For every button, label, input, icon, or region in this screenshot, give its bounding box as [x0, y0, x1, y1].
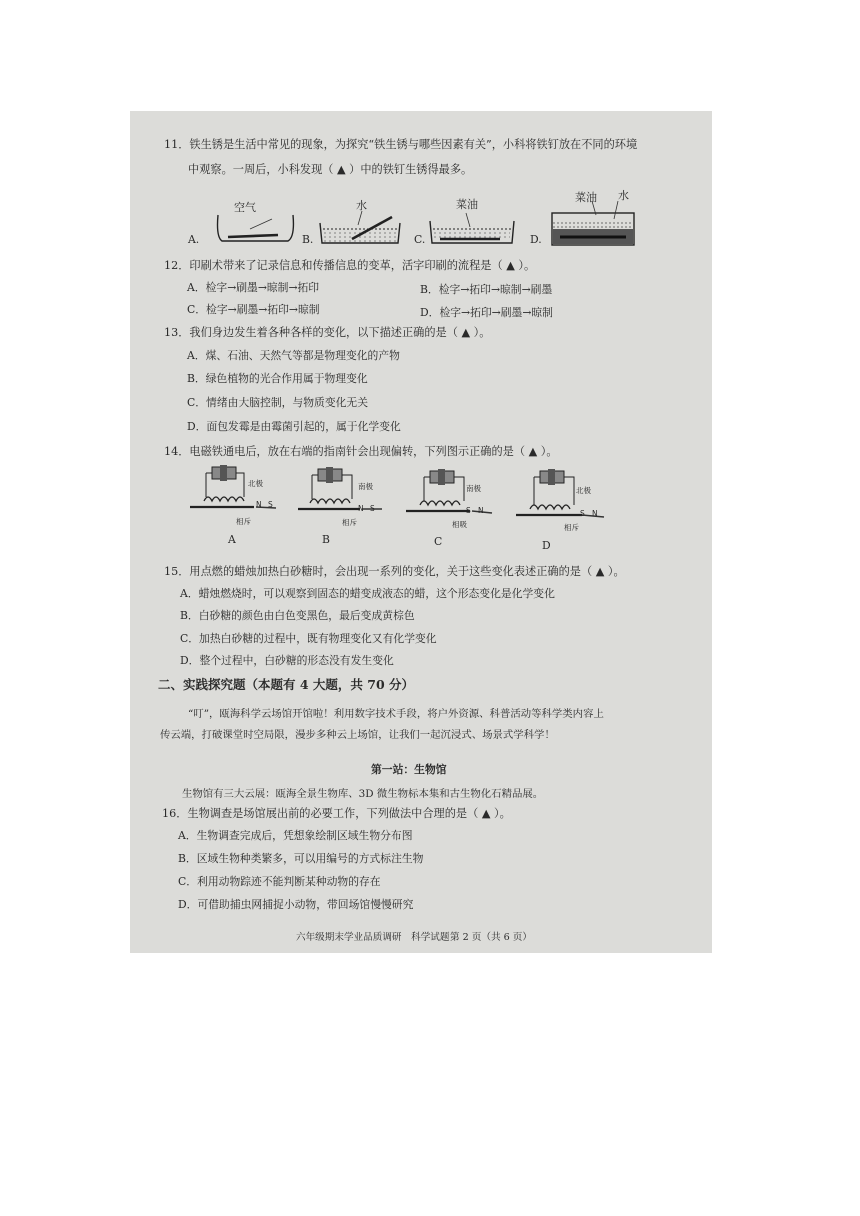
- q11-option-d-label-oil: 菜油: [575, 191, 597, 204]
- q13-option-c: C．情绪由大脑控制，与物质变化无关: [187, 396, 369, 409]
- q12-option-a: A．检字→刷墨→晾制→拓印: [187, 281, 320, 294]
- q15-option-c: C．加热白砂糖的过程中，既有物理变化又有化学变化: [180, 632, 437, 645]
- q14-a-relation: 相斥: [236, 517, 251, 526]
- q11-option-b-label: 水: [356, 199, 367, 212]
- q16-option-d: D．可借助捕虫网捕捉小动物，带回场馆慢慢研究: [178, 898, 414, 911]
- q14-figure-a: [188, 461, 308, 553]
- q11-option-d-figure: [552, 201, 634, 245]
- q14-a-right-pole: S: [268, 500, 273, 509]
- q14-b-left-pole: N: [358, 504, 364, 513]
- q13-option-b: B．绿色植物的光合作用属于物理变化: [187, 372, 368, 385]
- section2-title: 二、实践探究题（本题有 4 大题，共 70 分）: [158, 677, 415, 692]
- q14-a-left-pole: N: [256, 500, 262, 509]
- q13-option-d: D．面包发霉是由霉菌引起的，属于化学变化: [187, 420, 401, 433]
- station-title: 第一站：生物馆: [371, 763, 447, 776]
- q15-option-d: D．整个过程中，白砂糖的形态没有发生变化: [180, 654, 394, 667]
- q16-stem: 16．生物调查是场馆展出前的必要工作，下列做法中合理的是（ ▲ ）。: [162, 807, 511, 820]
- q14-a-pole-label: 北极: [248, 479, 263, 488]
- q11-option-b-letter: B.: [302, 233, 314, 246]
- electromagnet-circuit-diagram: [516, 461, 636, 553]
- q13-stem: 13．我们身边发生着各种各样的变化，以下描述正确的是（ ▲ ）。: [164, 326, 491, 339]
- q15-option-b: B．白砂糖的颜色由白色变黑色，最后变成黄棕色: [180, 609, 415, 622]
- q14-stem: 14．电磁铁通电后，放在右端的指南针会出现偏转，下列图示正确的是（ ▲ ）。: [164, 445, 558, 458]
- q16-option-b: B．区域生物种类繁多，可以用编号的方式标注生物: [178, 852, 424, 865]
- q14-d-letter: D: [542, 539, 551, 552]
- q11-option-a-letter: A.: [188, 233, 200, 246]
- q16-option-c: C．利用动物踪迹不能判断某种动物的存在: [178, 875, 381, 888]
- q11-option-c-figure: [430, 213, 514, 243]
- q14-b-right-pole: S: [370, 504, 375, 513]
- q11-option-b-figure: [320, 211, 400, 243]
- section2-intro-line2: 传云端，打破课堂时空局限，漫步多种云上场馆，让我们一起沉浸式、场景式学科学！: [160, 729, 555, 741]
- q12-option-d: D．检字→拓印→刷墨→晾制: [420, 306, 553, 319]
- q14-figure-d: [516, 461, 636, 553]
- exam-page: [130, 111, 712, 953]
- q14-b-letter: B: [322, 533, 330, 546]
- q12-option-c: C．检字→刷墨→拓印→晾制: [187, 303, 320, 316]
- q11-option-d-label-water: 水: [618, 189, 629, 202]
- electromagnet-circuit-diagram: [188, 461, 308, 553]
- q16-option-a: A．生物调查完成后，凭想象绘制区域生物分布图: [178, 829, 413, 842]
- q14-d-left-pole: S: [580, 509, 585, 518]
- section2-intro-line1: “叮”，瓯海科学云场馆开馆啦！利用数字技术手段，将户外资源、科普活动等科学类内容上: [188, 708, 604, 720]
- q14-c-left-pole: S: [466, 506, 471, 515]
- q14-a-letter: A: [228, 533, 236, 546]
- q14-d-right-pole: N: [592, 509, 598, 518]
- q11-option-c-letter: C.: [414, 233, 426, 246]
- q14-figure-b: [298, 461, 418, 553]
- q14-figures: [130, 461, 712, 553]
- footer-page-number: 第 2 页（共 6 页）: [450, 932, 532, 943]
- q14-b-pole-label: 南极: [358, 482, 373, 491]
- q14-c-pole-label: 南极: [466, 484, 481, 493]
- station-description: 生物馆有三大云展：瓯海全景生物库、3D 微生物标本集和古生物化石精品展。: [182, 788, 544, 800]
- q11-option-a-label: 空气: [234, 201, 256, 214]
- q14-d-relation: 相斥: [564, 523, 579, 532]
- q14-c-right-pole: N: [478, 506, 484, 515]
- q14-c-relation: 相吸: [452, 520, 467, 529]
- q11-stem-line2: 中观察。一周后，小科发现（ ▲ ）中的铁钉生锈得最多。: [188, 163, 473, 176]
- q14-figure-c: [406, 461, 526, 553]
- q11-stem-line1: 11．铁生锈是生活中常见的现象，为探究“铁生锈与哪些因素有关”，小科将铁钉放在不同的环境: [164, 138, 638, 151]
- q11-option-a-figure: [218, 215, 294, 241]
- q14-b-relation: 相斥: [342, 518, 357, 527]
- q14-c-letter: C: [434, 535, 443, 548]
- q12-option-b: B．检字→拓印→晾制→刷墨: [420, 283, 553, 296]
- q14-d-pole-label: 北极: [576, 486, 591, 495]
- q11-option-d-letter: D.: [530, 233, 542, 246]
- q15-option-a: A．蜡烛燃烧时，可以观察到固态的蜡变成液态的蜡，这个形态变化是化学变化: [180, 587, 555, 600]
- footer-title: 六年级期末学业品质调研 科学试题: [296, 932, 450, 943]
- q13-option-a: A．煤、石油、天然气等都是物理变化的产物: [187, 349, 400, 362]
- q12-stem: 12．印刷术带来了记录信息和传播信息的变革，活字印刷的流程是（ ▲ ）。: [164, 259, 536, 272]
- q15-stem: 15．用点燃的蜡烛加热白砂糖时，会出现一系列的变化，关于这些变化表述正确的是（ ▲ ）。: [164, 565, 625, 578]
- q11-option-c-label: 菜油: [456, 198, 478, 211]
